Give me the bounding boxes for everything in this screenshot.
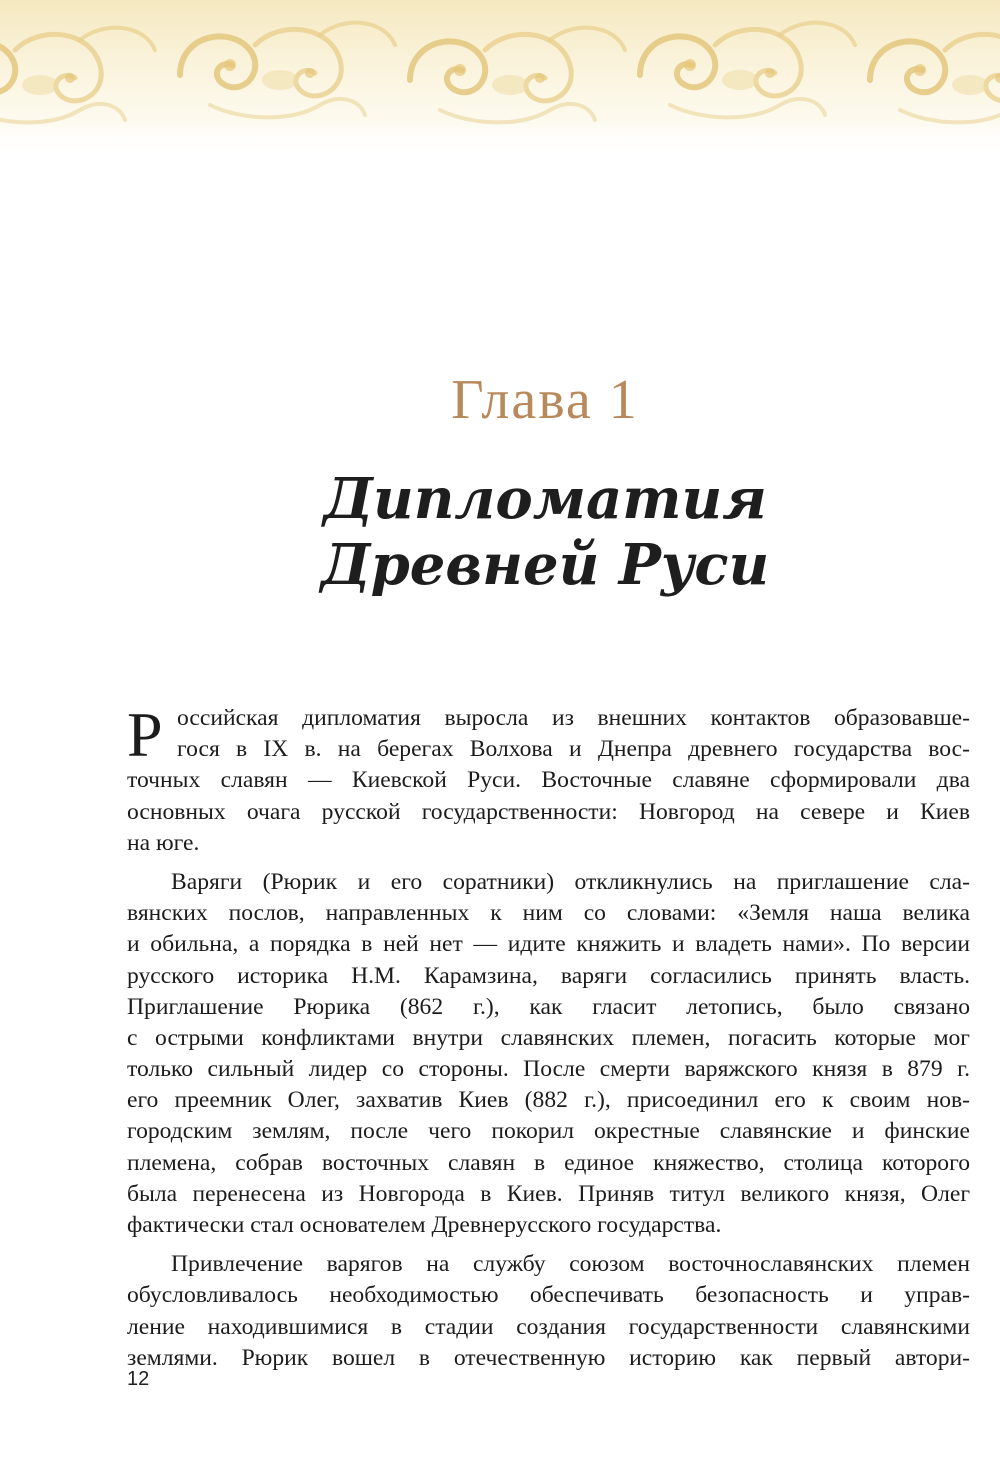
text-line: русского историка Н.М. Карамзина, варяги согласились принять власть. xyxy=(127,962,970,989)
text-line: только сильный лидер со стороны. После смерти варяжского князя в 879 г. xyxy=(127,1056,970,1083)
chapter-title-line-2: Древней Руси xyxy=(320,532,770,598)
text-line: ление находившимися в стадии создания государственности славянскими xyxy=(127,1313,970,1340)
paragraph-3 xyxy=(127,1249,970,1374)
text-line: Приглашение Рюрика (862 г.), как гласит летопись, было связано xyxy=(127,993,970,1020)
chapter-number: Глава 1 xyxy=(451,369,639,431)
text-line: Варяги (Рюрик и его соратники) откликнулись на приглашение сла- xyxy=(171,868,970,895)
text-line: его преемник Олег, захватив Киев (882 г.), присоединил его к своим нов- xyxy=(127,1087,970,1114)
text-line: и обильна, а порядка в ней нет — идите княжить и владеть нами». По версии xyxy=(127,931,970,958)
body-text xyxy=(127,699,970,1382)
text-line: с острыми конфликтами внутри славянских племен, погасить которые мог xyxy=(127,1024,970,1051)
paragraph-1 xyxy=(127,699,970,859)
text-line: племена, собрав восточных славян в единое княжество, столица которого xyxy=(127,1149,970,1176)
page-number: 12 xyxy=(127,1368,150,1390)
text-line: оссийская дипломатия выросла из внешних контактов образовавше- xyxy=(177,705,970,731)
text-line: землями. Рюрик вошел в отечественную историю как первый автори- xyxy=(127,1344,970,1371)
text-line: фактически стал основателем Древнерусского государства. xyxy=(127,1212,722,1238)
chapter-title-line-1: Дипломатия xyxy=(323,466,767,532)
chapter-title xyxy=(0,466,1000,598)
text-line: основных очага русской государственности: Новгород на севере и Киев xyxy=(127,798,970,825)
text-line: гося в IX в. на берегах Волхова и Днепра древнего государства вос- xyxy=(177,736,970,763)
text-line: вянских послов, направленных к ним со словами: «Земля наша велика xyxy=(127,900,970,927)
text-line: точных славян — Киевской Руси. Восточные славяне сформировали два xyxy=(127,767,970,794)
paragraph-2 xyxy=(127,867,970,1241)
text-line: была перенесена из Новгорода в Киев. Приняв титул великого князя, Олег xyxy=(127,1180,970,1207)
text-line: Привлечение варягов на службу союзом восточнославянских племен xyxy=(171,1251,970,1278)
text-line: обусловливалось необходимостью обеспечивать безопасность и управ- xyxy=(127,1282,970,1309)
text-line: на юге. xyxy=(127,829,200,856)
ornamental-header-border xyxy=(0,0,1000,160)
drop-cap: Р xyxy=(127,699,163,770)
text-line: городским землям, после чего покорил окрестные славянские и финские xyxy=(127,1118,970,1145)
